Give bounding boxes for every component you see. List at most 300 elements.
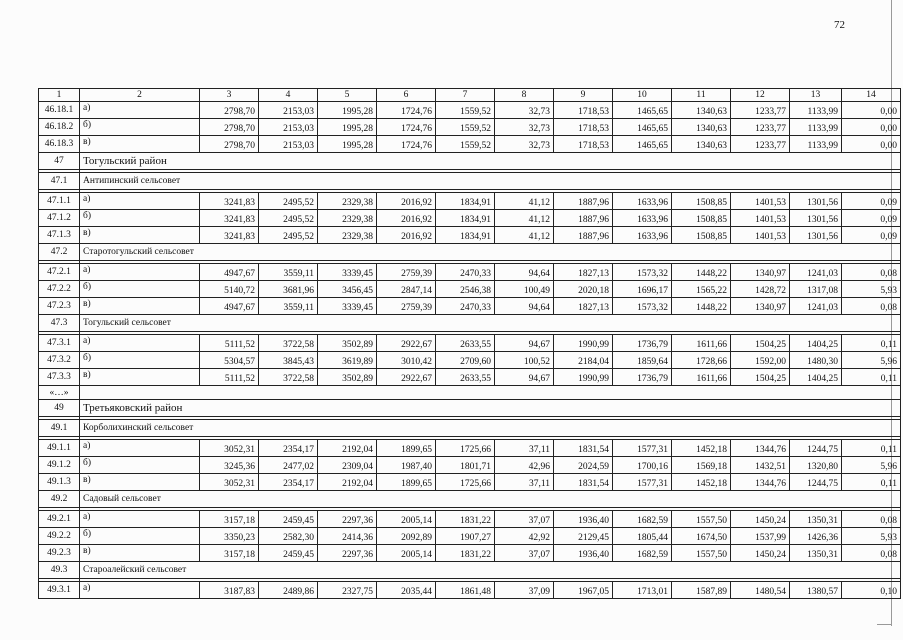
row-id: 47.1.2 [39, 210, 80, 227]
value-cell: 1340,97 [731, 264, 790, 281]
value-cell: 1133,99 [790, 102, 842, 119]
table-row [39, 545, 901, 562]
value-cell: 3619,89 [318, 352, 377, 369]
group-id: 47.3 [39, 315, 80, 332]
value-cell: 1834,91 [436, 227, 495, 244]
value-cell: 1133,99 [790, 119, 842, 136]
value-cell: 37,11 [495, 440, 554, 457]
value-cell: 1831,54 [554, 474, 613, 491]
value-cell: 2192,04 [318, 440, 377, 457]
value-cell: 2153,03 [259, 136, 318, 153]
table-row [39, 440, 901, 457]
value-cell: 1725,66 [436, 474, 495, 491]
value-cell: 94,64 [495, 264, 554, 281]
value-cell: 2016,92 [377, 227, 436, 244]
value-cell: 1899,65 [377, 474, 436, 491]
row-label: б) [80, 210, 200, 227]
value-cell: 1801,71 [436, 457, 495, 474]
row-label: а) [80, 193, 200, 210]
value-cell: 2329,38 [318, 193, 377, 210]
value-cell: 4947,67 [200, 264, 259, 281]
value-cell: 1344,76 [731, 440, 790, 457]
value-cell: 1936,40 [554, 545, 613, 562]
value-cell: 2470,33 [436, 298, 495, 315]
value-cell: 1340,63 [672, 136, 731, 153]
value-cell: 2495,52 [259, 193, 318, 210]
council-row [39, 173, 901, 190]
column-header: 9 [554, 89, 613, 102]
value-cell: 2582,30 [259, 528, 318, 545]
value-cell: 3559,11 [259, 298, 318, 315]
value-cell: 3010,42 [377, 352, 436, 369]
value-cell: 100,52 [495, 352, 554, 369]
value-cell: 2459,45 [259, 511, 318, 528]
value-cell: 2922,67 [377, 369, 436, 386]
value-cell: 1633,96 [613, 227, 672, 244]
value-cell: 32,73 [495, 136, 554, 153]
value-cell: 1340,63 [672, 119, 731, 136]
value-cell: 1831,54 [554, 440, 613, 457]
value-cell: 1233,77 [731, 119, 790, 136]
column-header: 7 [436, 89, 495, 102]
value-cell: 3502,89 [318, 369, 377, 386]
value-cell: 0,11 [842, 474, 901, 491]
value-cell: 1350,31 [790, 511, 842, 528]
value-cell: 94,67 [495, 369, 554, 386]
council-row [39, 562, 901, 579]
column-header: 5 [318, 89, 377, 102]
value-cell: 1736,79 [613, 335, 672, 352]
value-cell: 1301,56 [790, 193, 842, 210]
column-header: 3 [200, 89, 259, 102]
value-cell: 1859,64 [613, 352, 672, 369]
value-cell: 1508,85 [672, 227, 731, 244]
value-cell: 1559,52 [436, 136, 495, 153]
value-cell: 1987,40 [377, 457, 436, 474]
value-cell: 1736,79 [613, 369, 672, 386]
value-cell: 1465,65 [613, 102, 672, 119]
value-cell: 100,49 [495, 281, 554, 298]
ellipsis-fill [80, 386, 901, 400]
row-id: 46.18.1 [39, 102, 80, 119]
value-cell: 2414,36 [318, 528, 377, 545]
council-row [39, 244, 901, 261]
row-id: 47.3.3 [39, 369, 80, 386]
value-cell: 1233,77 [731, 102, 790, 119]
value-cell: 5,93 [842, 528, 901, 545]
value-cell: 2798,70 [200, 119, 259, 136]
value-cell: 0,08 [842, 511, 901, 528]
value-cell: 1674,50 [672, 528, 731, 545]
row-label: а) [80, 511, 200, 528]
value-cell: 2153,03 [259, 119, 318, 136]
value-cell: 2798,70 [200, 102, 259, 119]
value-cell: 5111,52 [200, 369, 259, 386]
district-name: Тогульский район [80, 153, 901, 170]
value-cell: 2633,55 [436, 335, 495, 352]
value-cell: 1340,97 [731, 298, 790, 315]
group-id: 47 [39, 153, 80, 170]
value-cell: 0,00 [842, 102, 901, 119]
value-cell: 2092,89 [377, 528, 436, 545]
value-cell: 1831,22 [436, 511, 495, 528]
value-cell: 3245,36 [200, 457, 259, 474]
value-cell: 2459,45 [259, 545, 318, 562]
table-row [39, 210, 901, 227]
value-cell: 2020,18 [554, 281, 613, 298]
row-id: 49.2.2 [39, 528, 80, 545]
value-cell: 1569,18 [672, 457, 731, 474]
value-cell: 1724,76 [377, 136, 436, 153]
value-cell: 1887,96 [554, 210, 613, 227]
value-cell: 3456,45 [318, 281, 377, 298]
value-cell: 0,09 [842, 193, 901, 210]
ellipsis-mark: «…» [39, 386, 80, 400]
council-row [39, 420, 901, 437]
value-cell: 3845,43 [259, 352, 318, 369]
column-header: 2 [80, 89, 200, 102]
value-cell: 1827,13 [554, 264, 613, 281]
value-cell: 3157,18 [200, 545, 259, 562]
value-cell: 1557,50 [672, 511, 731, 528]
group-id: 49.2 [39, 491, 80, 508]
row-id: 46.18.3 [39, 136, 80, 153]
value-cell: 3722,58 [259, 369, 318, 386]
district-row [39, 400, 901, 417]
row-id: 49.1.2 [39, 457, 80, 474]
council-name: Антипинский сельсовет [80, 173, 901, 190]
value-cell: 1834,91 [436, 210, 495, 227]
value-cell: 1682,59 [613, 511, 672, 528]
council-row [39, 491, 901, 508]
table-row [39, 136, 901, 153]
group-id: 49 [39, 400, 80, 417]
value-cell: 3339,45 [318, 298, 377, 315]
value-cell: 1611,66 [672, 369, 731, 386]
value-cell: 1557,50 [672, 545, 731, 562]
value-cell: 2016,92 [377, 210, 436, 227]
value-cell: 2847,14 [377, 281, 436, 298]
table-row [39, 474, 901, 491]
value-cell: 37,07 [495, 545, 554, 562]
table-row [39, 511, 901, 528]
value-cell: 5,96 [842, 457, 901, 474]
value-cell: 1990,99 [554, 369, 613, 386]
value-cell: 1633,96 [613, 210, 672, 227]
value-cell: 0,11 [842, 440, 901, 457]
row-id: 47.1.1 [39, 193, 80, 210]
value-cell: 2354,17 [259, 440, 318, 457]
value-cell: 1718,53 [554, 119, 613, 136]
value-cell: 1995,28 [318, 119, 377, 136]
value-cell: 1448,22 [672, 264, 731, 281]
value-cell: 1696,17 [613, 281, 672, 298]
value-cell: 1450,24 [731, 545, 790, 562]
value-cell: 1587,89 [672, 582, 731, 599]
value-cell: 1718,53 [554, 102, 613, 119]
column-header: 8 [495, 89, 554, 102]
value-cell: 0,09 [842, 227, 901, 244]
value-cell: 2005,14 [377, 511, 436, 528]
value-cell: 1592,00 [731, 352, 790, 369]
value-cell: 1504,25 [731, 335, 790, 352]
value-cell: 1452,18 [672, 440, 731, 457]
row-id: 49.1.3 [39, 474, 80, 491]
row-id: 47.3.1 [39, 335, 80, 352]
table-row [39, 193, 901, 210]
value-cell: 3052,31 [200, 440, 259, 457]
value-cell: 1682,59 [613, 545, 672, 562]
value-cell: 1301,56 [790, 227, 842, 244]
value-cell: 1990,99 [554, 335, 613, 352]
value-cell: 3052,31 [200, 474, 259, 491]
value-cell: 2709,60 [436, 352, 495, 369]
value-cell: 0,11 [842, 369, 901, 386]
council-name: Садовый сельсовет [80, 491, 901, 508]
value-cell: 1465,65 [613, 119, 672, 136]
table-row [39, 582, 901, 599]
table-row [39, 369, 901, 386]
council-name: Староалейский сельсовет [80, 562, 901, 579]
table-row [39, 264, 901, 281]
row-label: в) [80, 227, 200, 244]
row-id: 49.2.3 [39, 545, 80, 562]
value-cell: 5140,72 [200, 281, 259, 298]
table-row [39, 335, 901, 352]
value-cell: 3241,83 [200, 227, 259, 244]
row-id: 47.2.1 [39, 264, 80, 281]
value-cell: 1133,99 [790, 136, 842, 153]
value-cell: 2016,92 [377, 193, 436, 210]
table-row [39, 457, 901, 474]
row-label: б) [80, 352, 200, 369]
column-header: 13 [790, 89, 842, 102]
value-cell: 5,96 [842, 352, 901, 369]
value-cell: 2546,38 [436, 281, 495, 298]
value-cell: 1967,05 [554, 582, 613, 599]
value-cell: 5,93 [842, 281, 901, 298]
value-cell: 1428,72 [731, 281, 790, 298]
table-row [39, 352, 901, 369]
value-cell: 1633,96 [613, 193, 672, 210]
value-cell: 2329,38 [318, 210, 377, 227]
row-label: а) [80, 440, 200, 457]
value-cell: 1404,25 [790, 335, 842, 352]
value-cell: 3241,83 [200, 210, 259, 227]
value-cell: 2035,44 [377, 582, 436, 599]
value-cell: 1340,63 [672, 102, 731, 119]
value-cell: 37,09 [495, 582, 554, 599]
value-cell: 1401,53 [731, 227, 790, 244]
group-id: 47.1 [39, 173, 80, 190]
column-header: 6 [377, 89, 436, 102]
value-cell: 1241,03 [790, 298, 842, 315]
value-cell: 0,08 [842, 298, 901, 315]
value-cell: 1317,08 [790, 281, 842, 298]
value-cell: 3187,83 [200, 582, 259, 599]
row-label: в) [80, 298, 200, 315]
value-cell: 1577,31 [613, 474, 672, 491]
value-cell: 3157,18 [200, 511, 259, 528]
value-cell: 1700,16 [613, 457, 672, 474]
value-cell: 0,08 [842, 545, 901, 562]
table-row [39, 102, 901, 119]
value-cell: 41,12 [495, 210, 554, 227]
value-cell: 32,73 [495, 102, 554, 119]
value-cell: 1724,76 [377, 102, 436, 119]
group-id: 49.1 [39, 420, 80, 437]
council-name: Старотогульский сельсовет [80, 244, 901, 261]
value-cell: 1573,32 [613, 298, 672, 315]
value-cell: 1573,32 [613, 264, 672, 281]
value-cell: 1244,75 [790, 474, 842, 491]
value-cell: 2922,67 [377, 335, 436, 352]
value-cell: 32,73 [495, 119, 554, 136]
value-cell: 2297,36 [318, 545, 377, 562]
value-cell: 1537,99 [731, 528, 790, 545]
value-cell: 1611,66 [672, 335, 731, 352]
value-cell: 94,64 [495, 298, 554, 315]
group-id: 47.2 [39, 244, 80, 261]
header-row [39, 89, 901, 102]
row-id: 46.18.2 [39, 119, 80, 136]
value-cell: 1559,52 [436, 119, 495, 136]
council-row [39, 315, 901, 332]
value-cell: 1899,65 [377, 440, 436, 457]
table-body [39, 89, 901, 599]
value-cell: 1577,31 [613, 440, 672, 457]
value-cell: 3350,23 [200, 528, 259, 545]
value-cell: 42,92 [495, 528, 554, 545]
value-cell: 0,11 [842, 335, 901, 352]
row-id: 47.2.2 [39, 281, 80, 298]
council-name: Тогульский сельсовет [80, 315, 901, 332]
row-label: б) [80, 281, 200, 298]
value-cell: 0,00 [842, 119, 901, 136]
value-cell: 1887,96 [554, 193, 613, 210]
row-id: 49.3.1 [39, 582, 80, 599]
value-cell: 41,12 [495, 193, 554, 210]
value-cell: 2309,04 [318, 457, 377, 474]
row-id: 47.2.3 [39, 298, 80, 315]
value-cell: 2327,75 [318, 582, 377, 599]
value-cell: 1426,36 [790, 528, 842, 545]
value-cell: 1452,18 [672, 474, 731, 491]
column-header: 11 [672, 89, 731, 102]
value-cell: 4947,67 [200, 298, 259, 315]
table-row [39, 298, 901, 315]
value-cell: 0,10 [842, 582, 901, 599]
value-cell: 3681,96 [259, 281, 318, 298]
value-cell: 2477,02 [259, 457, 318, 474]
row-label: а) [80, 264, 200, 281]
value-cell: 2184,04 [554, 352, 613, 369]
value-cell: 1480,54 [731, 582, 790, 599]
value-cell: 2759,39 [377, 298, 436, 315]
row-label: в) [80, 369, 200, 386]
value-cell: 1827,13 [554, 298, 613, 315]
value-cell: 1301,56 [790, 210, 842, 227]
value-cell: 1480,30 [790, 352, 842, 369]
value-cell: 1404,25 [790, 369, 842, 386]
value-cell: 2798,70 [200, 136, 259, 153]
value-cell: 2470,33 [436, 264, 495, 281]
value-cell: 1508,85 [672, 210, 731, 227]
column-header: 1 [39, 89, 80, 102]
value-cell: 1401,53 [731, 210, 790, 227]
row-id: 47.1.3 [39, 227, 80, 244]
value-cell: 1565,22 [672, 281, 731, 298]
value-cell: 1233,77 [731, 136, 790, 153]
value-cell: 1504,25 [731, 369, 790, 386]
value-cell: 3722,58 [259, 335, 318, 352]
value-cell: 94,67 [495, 335, 554, 352]
value-cell: 2024,59 [554, 457, 613, 474]
district-row [39, 153, 901, 170]
value-cell: 1805,44 [613, 528, 672, 545]
value-cell: 1350,31 [790, 545, 842, 562]
value-cell: 5111,52 [200, 335, 259, 352]
value-cell: 37,07 [495, 511, 554, 528]
value-cell: 3559,11 [259, 264, 318, 281]
table-row [39, 119, 901, 136]
row-id: 49.1.1 [39, 440, 80, 457]
value-cell: 2153,03 [259, 102, 318, 119]
value-cell: 1995,28 [318, 136, 377, 153]
value-cell: 0,08 [842, 264, 901, 281]
row-label: б) [80, 528, 200, 545]
row-label: в) [80, 136, 200, 153]
value-cell: 1241,03 [790, 264, 842, 281]
row-label: а) [80, 335, 200, 352]
table-row [39, 281, 901, 298]
value-cell: 1724,76 [377, 119, 436, 136]
value-cell: 1728,66 [672, 352, 731, 369]
page-number: 72 [834, 19, 845, 31]
ellipsis-row [39, 386, 901, 400]
value-cell: 1448,22 [672, 298, 731, 315]
value-cell: 3339,45 [318, 264, 377, 281]
district-name: Третьяковский район [80, 400, 901, 417]
value-cell: 1344,76 [731, 474, 790, 491]
value-cell: 1380,57 [790, 582, 842, 599]
group-id: 49.3 [39, 562, 80, 579]
value-cell: 3241,83 [200, 193, 259, 210]
value-cell: 1508,85 [672, 193, 731, 210]
value-cell: 2759,39 [377, 264, 436, 281]
value-cell: 1831,22 [436, 545, 495, 562]
value-cell: 1861,48 [436, 582, 495, 599]
value-cell: 1725,66 [436, 440, 495, 457]
value-cell: 1465,65 [613, 136, 672, 153]
value-cell: 1450,24 [731, 511, 790, 528]
row-label: а) [80, 102, 200, 119]
value-cell: 0,00 [842, 136, 901, 153]
table-row [39, 528, 901, 545]
value-cell: 41,12 [495, 227, 554, 244]
value-cell: 2633,55 [436, 369, 495, 386]
value-cell: 2354,17 [259, 474, 318, 491]
value-cell: 1401,53 [731, 193, 790, 210]
council-name: Корболихинский сельсовет [80, 420, 901, 437]
value-cell: 1713,01 [613, 582, 672, 599]
value-cell: 1907,27 [436, 528, 495, 545]
value-cell: 2192,04 [318, 474, 377, 491]
value-cell: 1995,28 [318, 102, 377, 119]
value-cell: 2495,52 [259, 227, 318, 244]
row-id: 49.2.1 [39, 511, 80, 528]
column-header: 4 [259, 89, 318, 102]
